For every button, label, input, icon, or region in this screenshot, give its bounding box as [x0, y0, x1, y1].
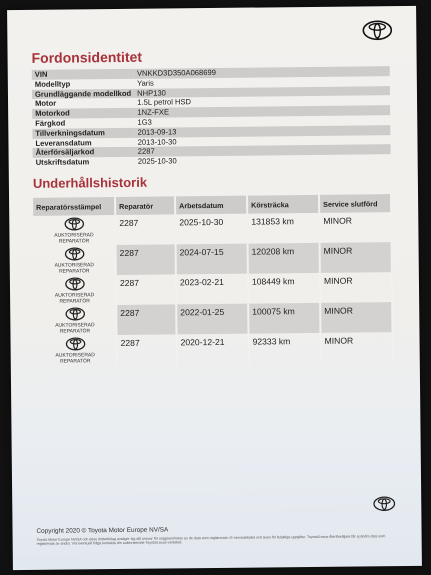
- identity-label: VIN: [32, 69, 134, 80]
- repairer-cell: 2287: [116, 244, 176, 275]
- repairer-cell: 2287: [115, 214, 175, 245]
- service-cell: MINOR: [320, 272, 392, 303]
- footer: [37, 524, 397, 547]
- date-cell: 2022-01-25: [176, 304, 248, 335]
- table-row: [34, 302, 392, 336]
- identity-label: Utskriftsdatum: [35, 157, 90, 168]
- toyota-logo-icon: [65, 307, 85, 320]
- identity-value: 2013-09-13: [135, 125, 391, 137]
- column-header: Reparatör: [115, 196, 175, 215]
- identity-label: Färgkod: [35, 118, 66, 128]
- date-cell: 2020-12-21: [176, 334, 248, 365]
- identity-value: 2013-10-30: [137, 136, 177, 147]
- mileage-cell: 100075 km: [248, 303, 320, 334]
- stamp-label: AUKTORISERAD REPARATÖR: [54, 232, 94, 245]
- copyright-text: Copyright 2020 © Toyota Motor Europe NV/SA: [36, 526, 169, 535]
- stamp-label: AUKTORISERAD REPARATÖR: [55, 352, 95, 365]
- date-cell: 2024-07-15: [176, 244, 248, 275]
- repairer-stamp: [34, 305, 116, 336]
- section-title: Underhållshistorik: [32, 174, 148, 191]
- column-header: Arbetsdatum: [175, 196, 247, 215]
- identity-value: 1.5L petrol HSD: [137, 97, 192, 108]
- toyota-logo-icon: [65, 337, 85, 350]
- repairer-stamp: [34, 335, 116, 366]
- identity-label: Motor: [35, 99, 57, 109]
- identity-label: Motorkod: [32, 108, 134, 119]
- identity-value: 1NZ-FXE: [134, 105, 390, 117]
- toyota-logo-icon: [64, 247, 84, 260]
- identity-label: Tillverkningsdatum: [32, 128, 134, 139]
- mileage-cell: 108449 km: [248, 273, 320, 304]
- service-cell: MINOR: [320, 332, 392, 363]
- identity-value: 1G3: [137, 117, 152, 127]
- repairer-cell: 2287: [116, 274, 176, 305]
- mileage-cell: 92333 km: [248, 333, 320, 364]
- identity-label: Återförsäljarkod: [33, 147, 135, 158]
- column-header: Körsträcka: [247, 195, 319, 214]
- repairer-cell: 2287: [116, 334, 176, 365]
- mileage-cell: 120208 km: [248, 243, 320, 274]
- maintenance-history-table: [33, 194, 394, 366]
- identity-label: Grundläggande modellkod: [32, 88, 134, 99]
- stamp-label: AUKTORISERAD REPARATÖR: [54, 262, 94, 275]
- service-cell: MINOR: [320, 242, 392, 273]
- identity-label: Modelltyp: [34, 79, 71, 89]
- table-row: [34, 332, 392, 366]
- column-header: Reparatörsstämpel: [33, 197, 115, 216]
- date-cell: 2025-10-30: [175, 214, 247, 245]
- stamp-label: AUKTORISERAD REPARATÖR: [54, 292, 95, 305]
- table-row: [33, 212, 391, 246]
- table-row: [34, 242, 392, 276]
- identity-value: Yaris: [137, 78, 154, 88]
- toyota-logo-icon: [64, 277, 84, 290]
- toyota-logo-icon: [373, 496, 395, 516]
- repairer-cell: 2287: [116, 304, 176, 335]
- toyota-logo-icon: [64, 217, 84, 230]
- stamp-label: AUKTORISERAD REPARATÖR: [55, 322, 95, 335]
- column-header: Service slutförd: [319, 194, 391, 213]
- service-cell: MINOR: [319, 212, 391, 243]
- disclaimer-text: Toyota Motor Europe NV/SA och dess dotterbolag avsäger sig allt ansvar för noggrannheten av de data som registrerats i E-servicebladet och även för felaktiga uppgifter. Toyota/Lexus-återförsäljare får ej ändra data som registrerats av andra. Vid eventuell fråga kontakta din auktoriserade Toyota/Lexus-verkstad.: [36, 534, 386, 547]
- table-row: [34, 272, 392, 306]
- repairer-stamp: [34, 275, 116, 306]
- identity-value: VNKKD3D350A068699: [134, 66, 390, 78]
- service-cell: MINOR: [320, 302, 392, 333]
- repairer-stamp: [33, 215, 115, 246]
- identity-label: Leveransdatum: [35, 137, 92, 148]
- page-title: Fordonsidentitet: [31, 48, 143, 66]
- vehicle-identity-table: [32, 66, 391, 168]
- toyota-logo-icon: [362, 20, 392, 45]
- repairer-stamp: [34, 245, 116, 276]
- mileage-cell: 131853 km: [247, 213, 319, 244]
- identity-value: 2287: [135, 145, 391, 157]
- identity-value: NHP130: [134, 86, 390, 98]
- identity-value: 2025-10-30: [137, 156, 177, 166]
- date-cell: 2023-02-21: [176, 274, 248, 305]
- service-record-sheet: [7, 6, 422, 570]
